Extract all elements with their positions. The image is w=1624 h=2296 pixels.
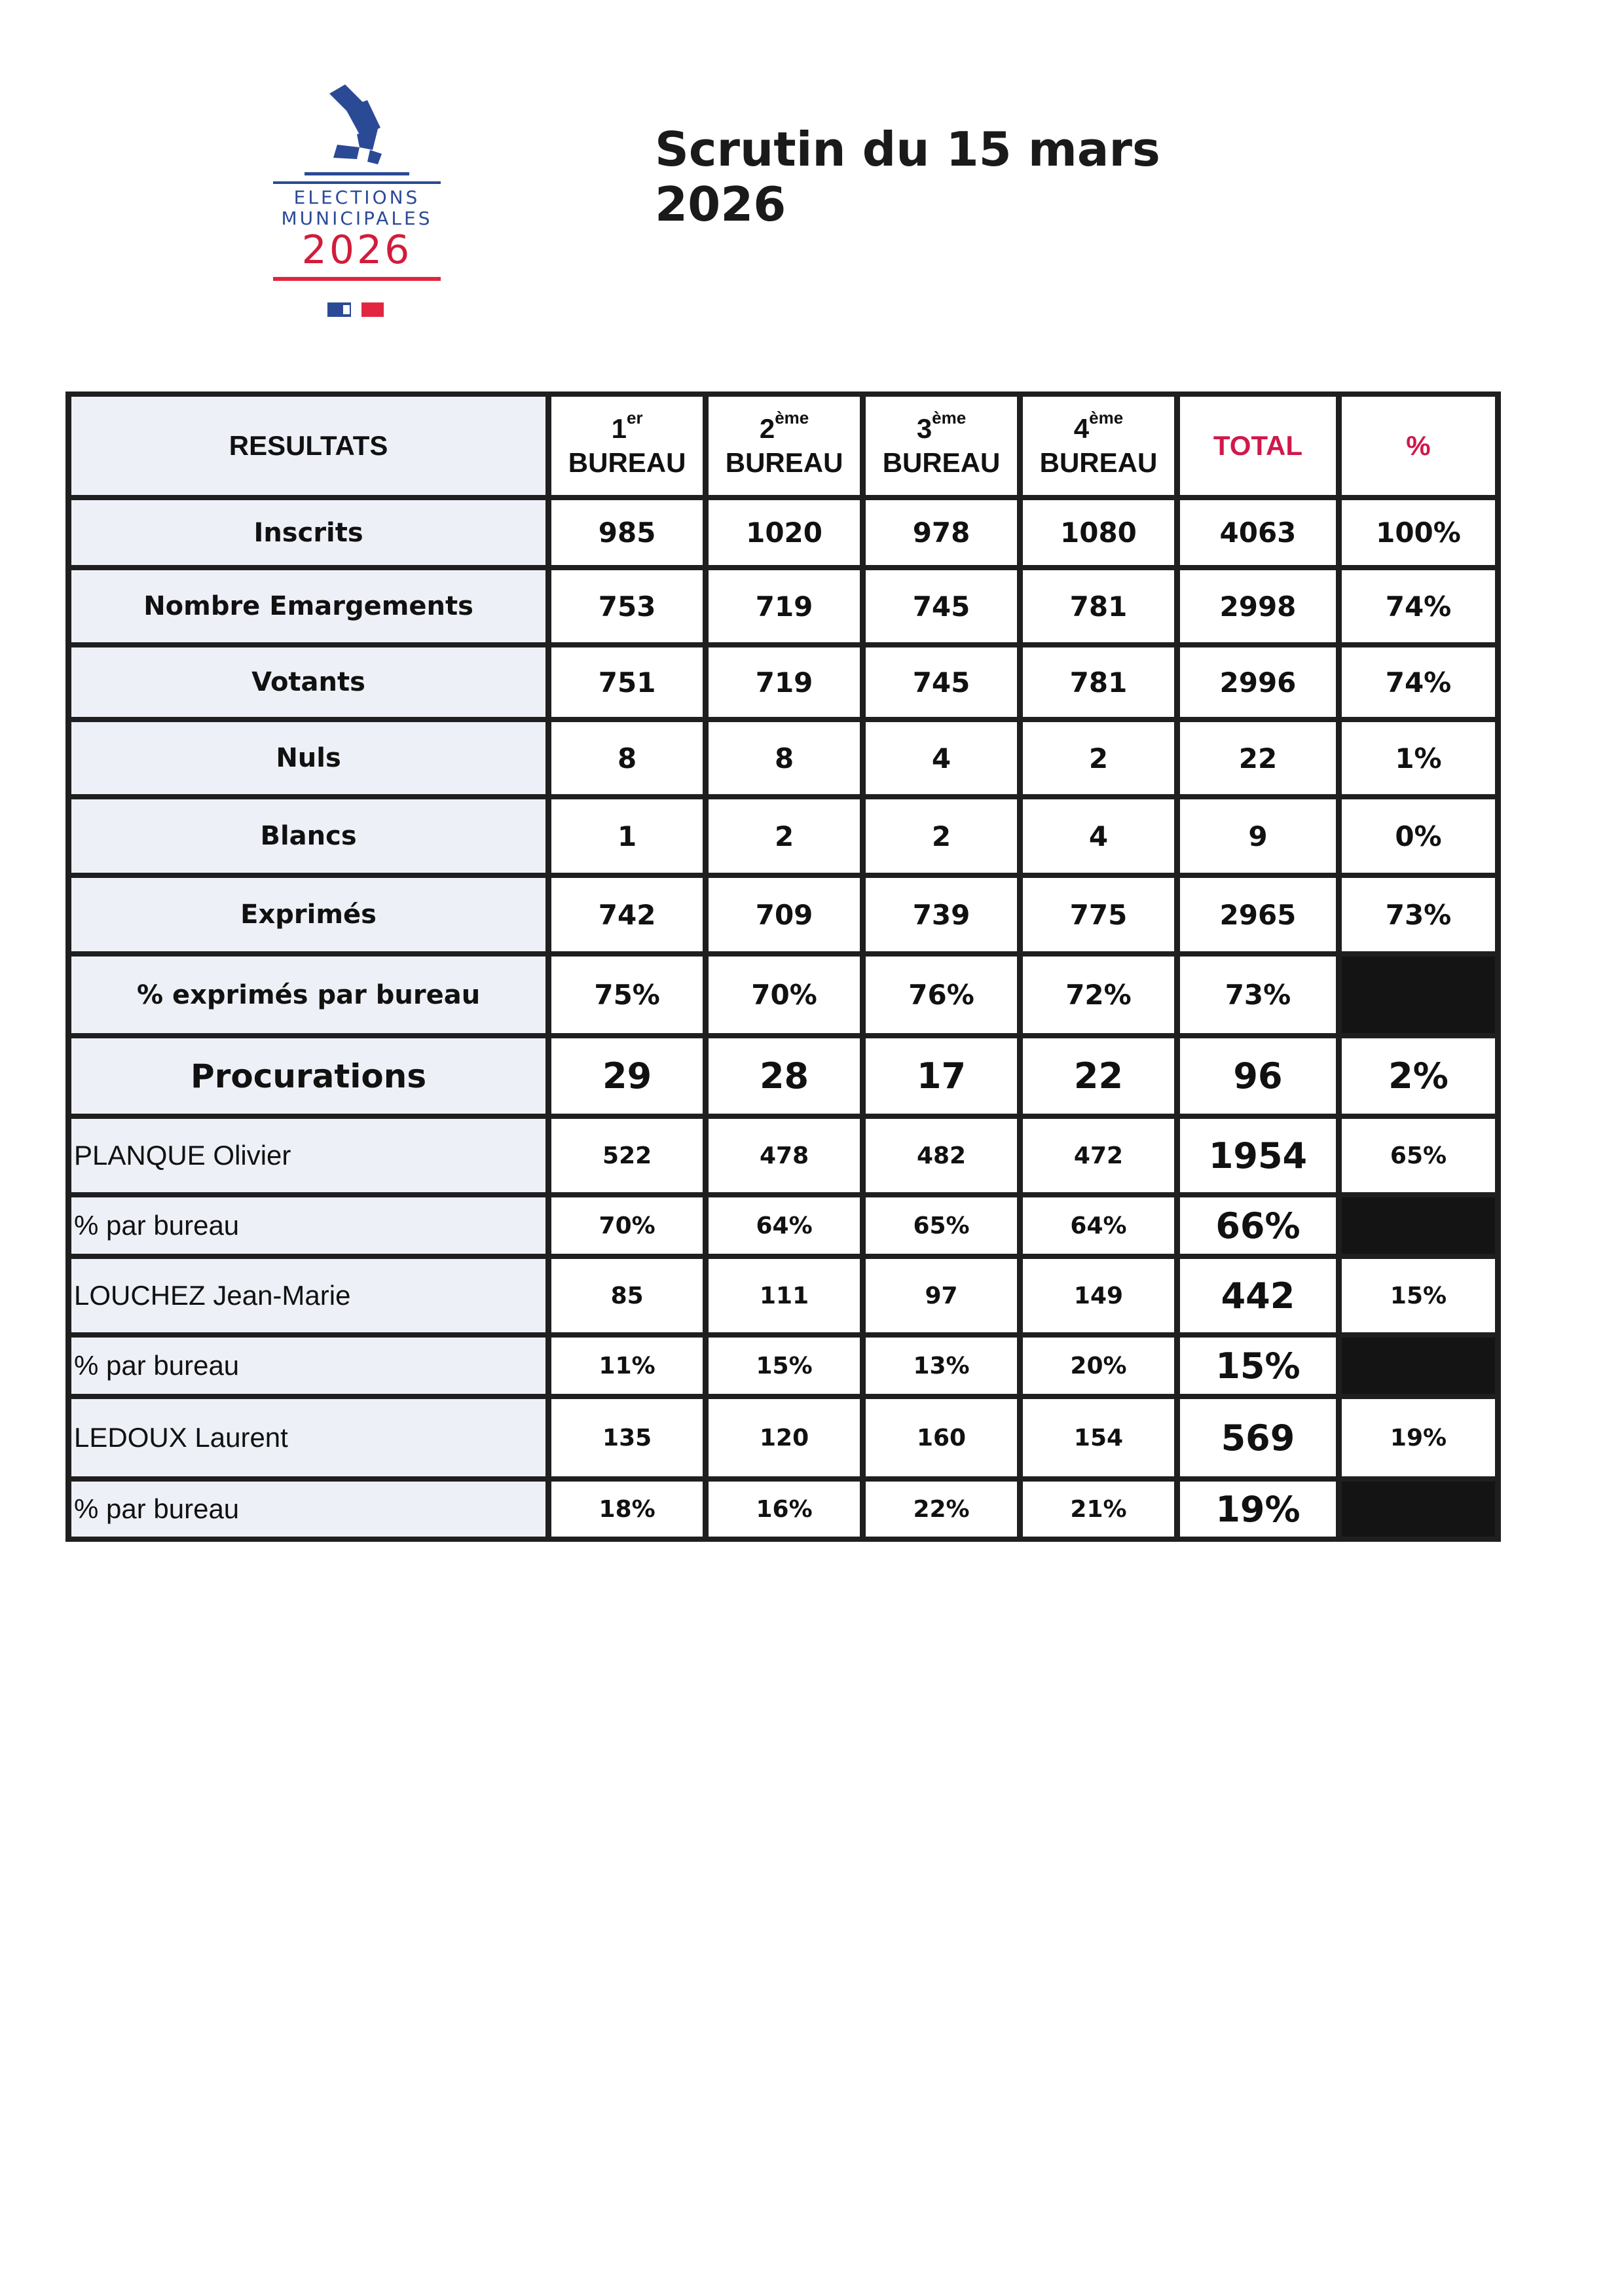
cell-bureau-3: 160	[866, 1399, 1017, 1476]
cell-bureau-3: 739	[866, 878, 1017, 951]
logo-rule-bottom	[273, 277, 441, 281]
cell-pct: 74%	[1342, 647, 1495, 717]
table-row	[71, 1038, 1495, 1114]
candidate-share-row	[71, 1482, 1495, 1537]
cell-bureau-4: 472	[1023, 1119, 1174, 1192]
cell-bureau-2: 28	[709, 1038, 860, 1114]
cell-bureau-4: 4	[1023, 799, 1174, 873]
republique-flag-icon	[327, 301, 386, 318]
cell-total: 2965	[1180, 878, 1336, 951]
cell-bureau-4: 781	[1023, 647, 1174, 717]
table-row	[71, 500, 1495, 565]
candidate-share-row	[71, 1338, 1495, 1394]
share-bureau-3: 22%	[866, 1482, 1017, 1537]
cell-bureau-1: 29	[551, 1038, 703, 1114]
bureau-label: BUREAU	[725, 447, 843, 478]
cell-bureau-4: 22	[1023, 1038, 1174, 1114]
cell-bureau-3: 978	[866, 500, 1017, 565]
table-row	[71, 799, 1495, 873]
cell-bureau-2: 120	[709, 1399, 860, 1476]
candidate-row	[71, 1119, 1495, 1192]
bureau-label: BUREAU	[568, 447, 686, 478]
row-label: Inscrits	[71, 500, 545, 565]
results-table	[65, 392, 1501, 1542]
cell-bureau-1: 135	[551, 1399, 703, 1476]
cell-bureau-3: 4	[866, 722, 1017, 794]
cell-bureau-1: 751	[551, 647, 703, 717]
cell-pct: 100%	[1342, 500, 1495, 565]
bureau-number: 3	[916, 412, 932, 444]
table-row	[71, 957, 1495, 1033]
share-bureau-4: 21%	[1023, 1482, 1174, 1537]
share-pct-blank	[1342, 1197, 1495, 1254]
cell-bureau-2: 2	[709, 799, 860, 873]
cell-bureau-3: 17	[866, 1038, 1017, 1114]
cell-bureau-2: 719	[709, 647, 860, 717]
share-bureau-1: 70%	[551, 1197, 703, 1254]
row-label: Procurations	[71, 1038, 545, 1114]
cell-bureau-1: 985	[551, 500, 703, 565]
cell-total: 73%	[1180, 957, 1336, 1033]
share-bureau-4: 20%	[1023, 1338, 1174, 1394]
bureau-label: BUREAU	[1039, 447, 1158, 478]
share-bureau-3: 13%	[866, 1338, 1017, 1394]
share-total: 66%	[1180, 1197, 1336, 1254]
row-label: Exprimés	[71, 878, 545, 951]
cell-bureau-1: 742	[551, 878, 703, 951]
logo-year: 2026	[301, 227, 413, 273]
ballot-voter-icon	[304, 82, 409, 180]
bureau-number: 1	[611, 412, 627, 444]
cell-bureau-1: 753	[551, 570, 703, 642]
cell-bureau-4: 781	[1023, 570, 1174, 642]
table-row	[71, 722, 1495, 794]
cell-bureau-3: 97	[866, 1259, 1017, 1332]
cell-bureau-4: 149	[1023, 1259, 1174, 1332]
header-bureau-1	[551, 397, 703, 495]
logo-rule-top	[273, 181, 441, 184]
cell-bureau-1: 75%	[551, 957, 703, 1033]
cell-bureau-2: 1020	[709, 500, 860, 565]
cell-pct: 0%	[1342, 799, 1495, 873]
cell-pct: 15%	[1342, 1259, 1495, 1332]
share-bureau-4: 64%	[1023, 1197, 1174, 1254]
elections-logo	[265, 82, 449, 331]
cell-total: 96	[1180, 1038, 1336, 1114]
row-label: Votants	[71, 647, 545, 717]
cell-total: 22	[1180, 722, 1336, 794]
cell-bureau-4: 2	[1023, 722, 1174, 794]
table-row	[71, 570, 1495, 642]
share-pct-blank	[1342, 1338, 1495, 1394]
row-label: % exprimés par bureau	[71, 957, 545, 1033]
share-label: % par bureau	[71, 1338, 545, 1394]
cell-bureau-1: 8	[551, 722, 703, 794]
row-label: Nombre Emargements	[71, 570, 545, 642]
share-label: % par bureau	[71, 1197, 545, 1254]
table-row	[71, 878, 1495, 951]
cell-bureau-3: 745	[866, 570, 1017, 642]
bureau-ordinal: er	[627, 407, 643, 428]
cell-bureau-3: 76%	[866, 957, 1017, 1033]
cell-pct: 1%	[1342, 722, 1495, 794]
cell-total: 569	[1180, 1399, 1336, 1476]
logo-line2: MUNICIPALES	[281, 208, 433, 229]
share-bureau-2: 64%	[709, 1197, 860, 1254]
cell-bureau-2: 719	[709, 570, 860, 642]
cell-total: 2996	[1180, 647, 1336, 717]
share-bureau-3: 65%	[866, 1197, 1017, 1254]
cell-bureau-3: 482	[866, 1119, 1017, 1192]
header-bureau-3	[866, 397, 1017, 495]
cell-bureau-4: 1080	[1023, 500, 1174, 565]
cell-bureau-2: 709	[709, 878, 860, 951]
share-total: 15%	[1180, 1338, 1336, 1394]
cell-total: 9	[1180, 799, 1336, 873]
bureau-ordinal: ème	[1089, 407, 1124, 428]
header-bureau-4	[1023, 397, 1174, 495]
cell-bureau-3: 2	[866, 799, 1017, 873]
candidate-share-row	[71, 1197, 1495, 1254]
cell-pct: 19%	[1342, 1399, 1495, 1476]
bureau-ordinal: ème	[775, 407, 809, 428]
cell-bureau-1: 1	[551, 799, 703, 873]
cell-bureau-2: 8	[709, 722, 860, 794]
cell-pct-blank	[1342, 957, 1495, 1033]
share-bureau-2: 16%	[709, 1482, 860, 1537]
cell-pct: 2%	[1342, 1038, 1495, 1114]
share-bureau-2: 15%	[709, 1338, 860, 1394]
cell-pct: 73%	[1342, 878, 1495, 951]
table-row	[71, 647, 1495, 717]
cell-bureau-3: 745	[866, 647, 1017, 717]
bureau-label: BUREAU	[882, 447, 1001, 478]
cell-pct: 65%	[1342, 1119, 1495, 1192]
cell-bureau-1: 85	[551, 1259, 703, 1332]
header-pct: %	[1342, 397, 1495, 495]
share-bureau-1: 11%	[551, 1338, 703, 1394]
candidate-name: PLANQUE Olivier	[71, 1119, 545, 1192]
row-label: Nuls	[71, 722, 545, 794]
header-total: TOTAL	[1180, 397, 1336, 495]
header-label: RESULTATS	[71, 397, 545, 495]
logo-line1: ELECTIONS	[293, 187, 420, 208]
cell-total: 442	[1180, 1259, 1336, 1332]
cell-bureau-1: 522	[551, 1119, 703, 1192]
share-label: % par bureau	[71, 1482, 545, 1537]
row-label: Blancs	[71, 799, 545, 873]
bureau-number: 4	[1073, 412, 1090, 444]
cell-bureau-4: 72%	[1023, 957, 1174, 1033]
share-pct-blank	[1342, 1482, 1495, 1537]
cell-total: 2998	[1180, 570, 1336, 642]
header-row	[71, 397, 1495, 495]
cell-bureau-4: 154	[1023, 1399, 1174, 1476]
share-bureau-1: 18%	[551, 1482, 703, 1537]
share-total: 19%	[1180, 1482, 1336, 1537]
cell-bureau-2: 478	[709, 1119, 860, 1192]
header-bureau-2	[709, 397, 860, 495]
candidate-row	[71, 1259, 1495, 1332]
cell-bureau-2: 70%	[709, 957, 860, 1033]
bureau-number: 2	[759, 412, 775, 444]
bureau-ordinal: ème	[932, 407, 967, 428]
page-title: Scrutin du 15 mars 2026	[655, 122, 1160, 232]
cell-pct: 74%	[1342, 570, 1495, 642]
cell-bureau-2: 111	[709, 1259, 860, 1332]
cell-total: 4063	[1180, 500, 1336, 565]
candidate-name: LOUCHEZ Jean-Marie	[71, 1259, 545, 1332]
cell-total: 1954	[1180, 1119, 1336, 1192]
candidate-row	[71, 1399, 1495, 1476]
cell-bureau-4: 775	[1023, 878, 1174, 951]
candidate-name: LEDOUX Laurent	[71, 1399, 545, 1476]
